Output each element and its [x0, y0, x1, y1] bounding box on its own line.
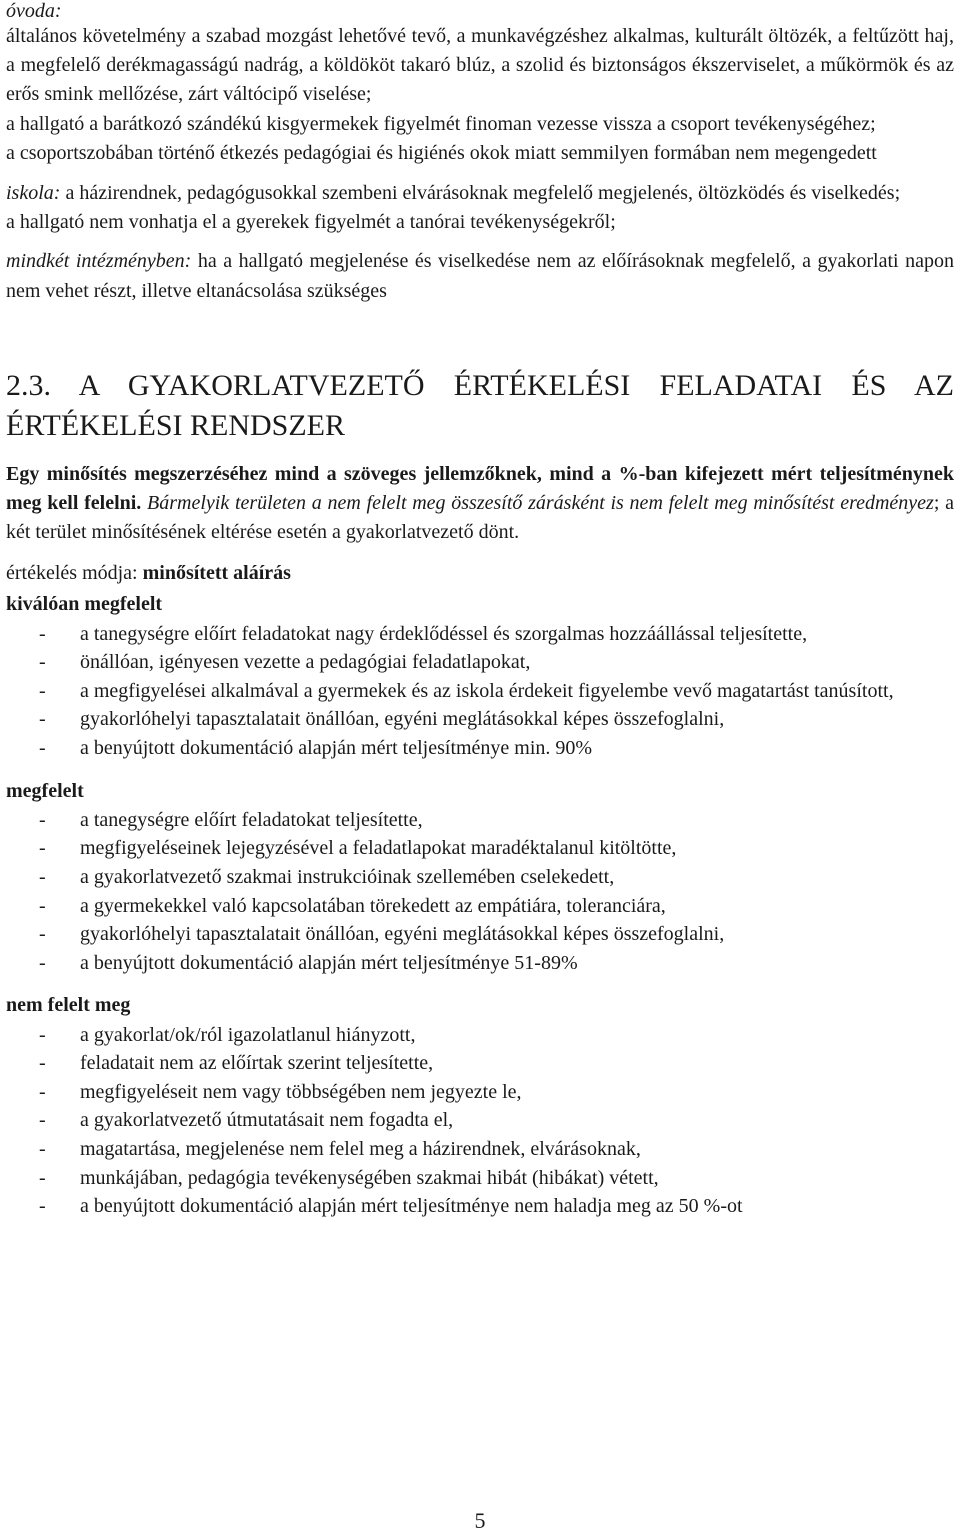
list-item: - magatartása, megjelenése nem felel meg a házirendnek, elvárásoknak, — [39, 1137, 641, 1160]
section-intro — [6, 460, 954, 548]
criteria-list — [6, 1021, 954, 1221]
intro-italic: Bármelyik területen a nem felelt meg összesítő zárásként is nem felelt meg minősítést eredményez — [141, 492, 934, 515]
evaluation-method — [6, 559, 954, 588]
iskola-text-1: a házirendnek, pedagógusokkal szembeni elvárásoknak megfelelő megjelenés, öltözködés és viselkedés; — [60, 182, 901, 205]
criteria-list — [6, 806, 954, 978]
list-item: - a gyakorlatvezető szakmai instrukcióinak szellemében cselekedett, — [39, 866, 615, 888]
intro-rest: ; a két terület minősítésének eltérése esetén a gyakorlatvezető dönt. — [6, 492, 955, 544]
document-page — [6, 0, 954, 1221]
list-item: - gyakorlóhelyi tapasztalatait önállóan, egyéni meglátásokkal képes összefoglalni, — [39, 708, 725, 731]
list-item: - a tanegységre előírt feladatokat teljesítette, — [39, 808, 423, 831]
page-number: 5 — [474, 1508, 486, 1533]
iskola-paragraph-1 — [6, 179, 954, 208]
section-heading-line-1: 2.3. A GYAKORLATVEZETŐ ÉRTÉKELÉSI FELADATAI ÉS AZ — [6, 368, 954, 402]
grade-fail — [6, 991, 954, 1220]
list-item: - a gyakorlatvezető útmutatásait nem fogadta el, — [39, 1109, 454, 1132]
iskola-label: iskola: — [6, 182, 61, 205]
list-item: - gyakorlóhelyi tapasztalatait önállóan, egyéni meglátásokkal képes összefoglalni, — [39, 923, 725, 946]
list-item: - feladatait nem az előírtak szerint teljesítette, — [39, 1052, 434, 1075]
list-item: - a gyermekekkel való kapcsolatában törekedett az empátiára, toleranciára, — [39, 894, 666, 917]
list-item: - a tanegységre előírt feladatokat nagy érdeklődéssel és szorgalmas hozzáállással teljesítette, — [39, 622, 808, 645]
grade-pass — [6, 777, 954, 978]
grade-title: nem felelt meg — [6, 994, 131, 1017]
grade-excellent — [6, 590, 954, 762]
section-heading-line-2: ÉRTÉKELÉSI RENDSZER — [6, 408, 346, 442]
list-item: - munkájában, pedagógia tevékenységében szakmai hibát (hibákat) vétett, — [39, 1166, 659, 1189]
mindket-text: ha a hallgató megjelenése és viselkedése nem az előírásoknak megfelelő, a gyakorlati napon nem vehet részt, illetve eltanácsolása szükséges — [6, 250, 954, 302]
grade-title: kiválóan megfelelt — [6, 593, 163, 616]
ovoda-paragraph-1: általános követelmény a szabad mozgást lehetővé tevő, a munkavégzéshez alkalmas, kulturált öltözék, a feltűzött haj, a megfelelő derékmagasságú nadrág, a köldököt takaró blúz, a szolid és biztonságos ékszerviselet, a műkörmök és az erős smink mellőzése, zárt váltócipő viselése; — [6, 25, 954, 106]
section-heading — [6, 366, 954, 446]
list-item: - a benyújtott dokumentáció alapján mért teljesítménye 51-89% — [39, 951, 578, 974]
criteria-list — [6, 620, 954, 763]
evaluation-method-value: minősített aláírás — [142, 562, 291, 585]
list-item: - megfigyeléseit nem vagy többségében nem jegyezte le, — [39, 1080, 522, 1103]
mindket-paragraph — [6, 247, 954, 305]
evaluation-method-label: értékelés módja: — [6, 562, 143, 585]
intro-bold: Egy minősítés megszerzéséhez mind a szöveges jellemzőknek, mind a %-ban kifejezett mért teljesítménynek meg kell felelni. — [6, 462, 954, 515]
list-item: - a megfigyelései alkalmával a gyermekek és az iskola érdekeit figyelembe vevő magatartást tanúsított, — [39, 679, 894, 702]
ovoda-paragraph-3: a csoportszobában történő étkezés pedagógiai és higiénés okok miatt semmilyen formában nem megengedett — [6, 141, 877, 164]
iskola-paragraph-2: a hallgató nem vonhatja el a gyerekek figyelmét a tanórai tevékenységekről; — [6, 211, 616, 234]
ovoda-label: óvoda: — [6, 0, 62, 22]
list-item: - megfigyeléseinek lejegyzésével a feladatlapokat maradéktalanul kitöltötte, — [39, 837, 677, 860]
list-item: - önállóan, igényesen vezette a pedagógiai feladatlapokat, — [39, 651, 531, 674]
grade-title: megfelelt — [6, 779, 84, 802]
list-item: - a benyújtott dokumentáció alapján mért teljesítménye min. 90% — [39, 737, 593, 760]
mindket-label: mindkét intézményben: — [6, 250, 192, 273]
list-item: - a gyakorlat/ok/ról igazolatlanul hiányzott, — [39, 1023, 416, 1046]
ovoda-paragraph-2: a hallgató a barátkozó szándékú kisgyermekek figyelmét finoman vezesse vissza a csoport tevékenységéhez; — [6, 112, 876, 135]
list-item: - a benyújtott dokumentáció alapján mért teljesítménye nem haladja meg az 50 %-ot — [39, 1195, 743, 1218]
